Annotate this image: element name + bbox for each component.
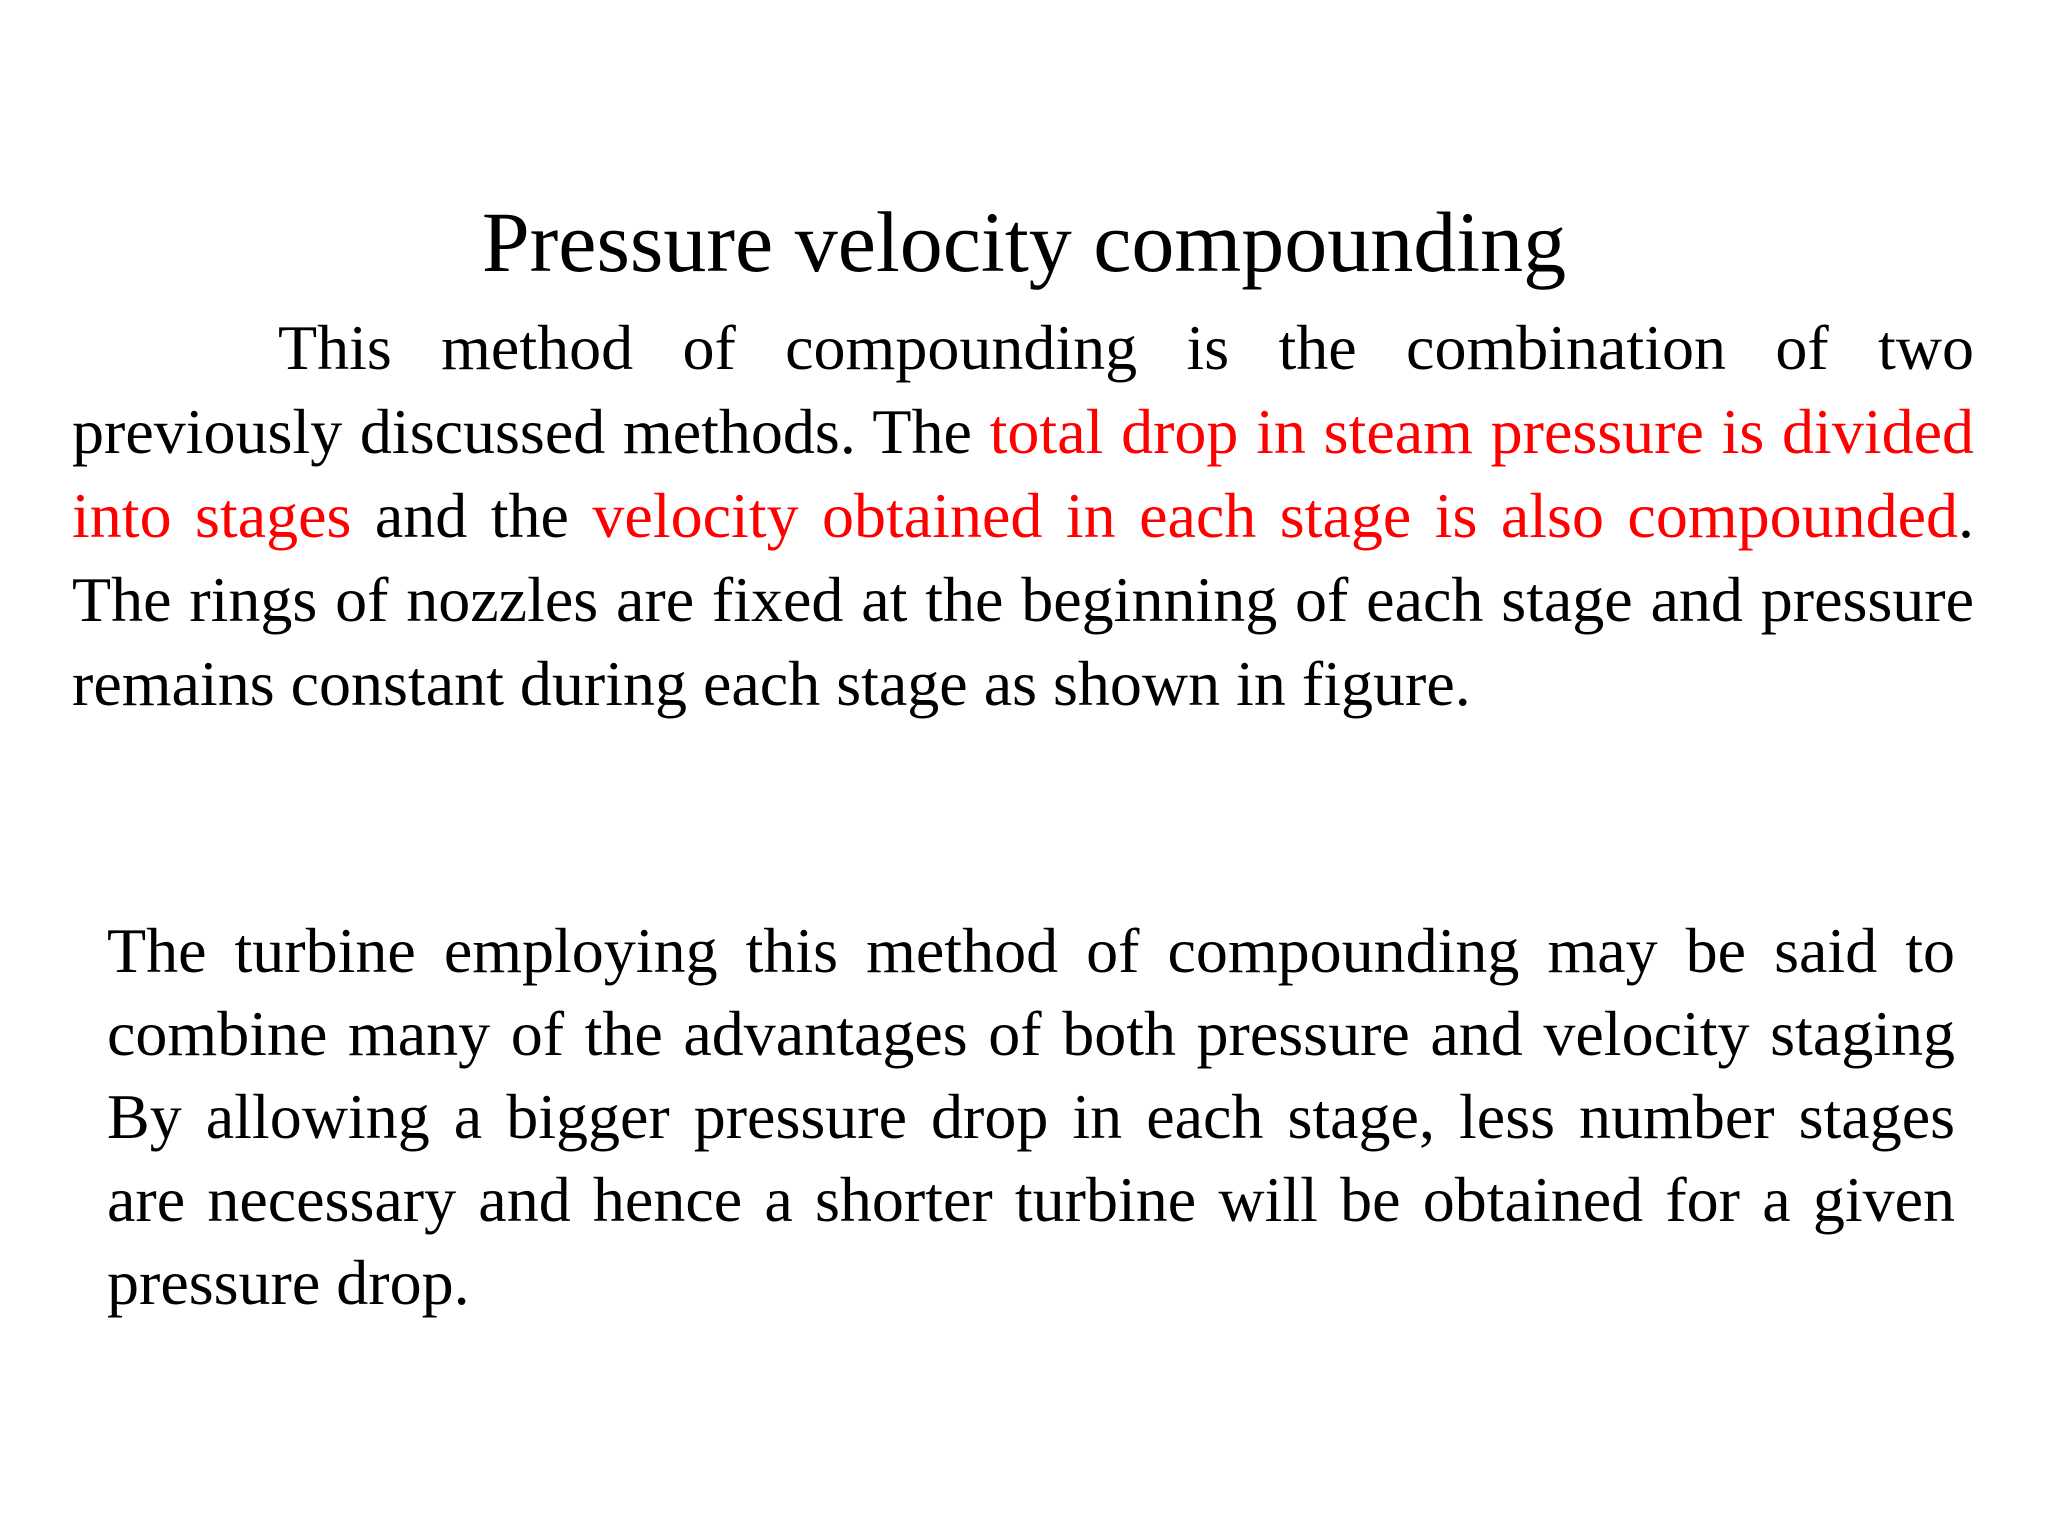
paragraph1-text-c: . The rings of nozzles are fixed at the beginning of each stage and pressure remains constant during each stage as shown in figure. [72, 480, 1975, 719]
paragraph-turbine-advantages: The turbine employing this method of compounding may be said to combine many of the advantages of both pressure and velocity staging By allowing a bigger pressure drop in each stage, less number stages are necessary and hence a shorter turbine will be obtained for a given pressure drop. [107, 915, 1955, 1318]
paragraph-compounding-method [72, 306, 1974, 726]
paragraph1-text-b: and the [351, 480, 593, 551]
highlight-pressure-drop: total drop in steam pressure is divided into stages [72, 396, 1975, 551]
highlight-velocity-compounded: velocity obtained in each stage is also compounded [592, 480, 1959, 551]
paragraph1-text-a: This method of compounding is the combination of two previously discussed methods. The [72, 312, 1974, 467]
slide-title: Pressure velocity compounding [481, 194, 1567, 290]
